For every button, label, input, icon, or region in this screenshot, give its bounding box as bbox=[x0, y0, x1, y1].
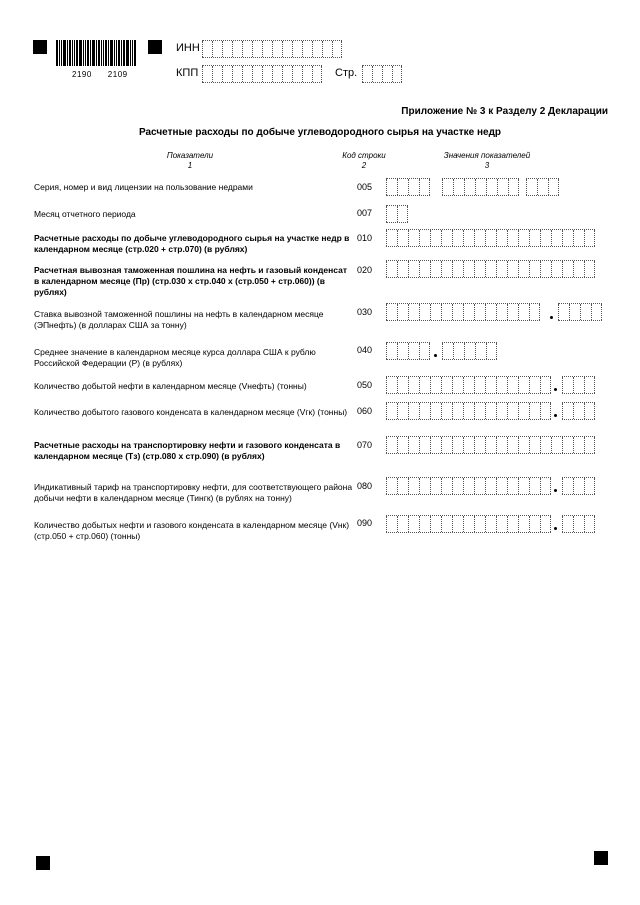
row-label-030: Ставка вывозной таможенной пошлины на нефть в календарном месяце (ЭПнефть) (в долларах США за тонну) bbox=[34, 309, 324, 330]
column-header-2 bbox=[334, 151, 394, 171]
inn-cells[interactable] bbox=[202, 40, 342, 58]
row-code-005: 005 bbox=[357, 182, 373, 192]
row-010-value-cells[interactable] bbox=[386, 229, 595, 247]
row-080-integer-cells[interactable] bbox=[386, 477, 551, 495]
row-060-integer-cells[interactable] bbox=[386, 402, 551, 420]
row-code-030: 030 bbox=[357, 307, 373, 317]
row-label-080: Индикативный тариф на транспортировку нефти, для соответствующего района добычи нефти в календарном месяце (Тингк) (в рублях на тонну) bbox=[34, 482, 353, 503]
row-label-060: Количество добытого газового конденсата в календарном месяце (Vгк) (тонны) bbox=[34, 407, 348, 417]
registration-marker-bottom-left bbox=[36, 856, 50, 870]
column-header-1-number: 1 bbox=[187, 161, 193, 170]
row-label-007: Месяц отчетного периода bbox=[34, 209, 136, 219]
row-080-fraction-cells[interactable] bbox=[562, 477, 595, 495]
registration-marker-bottom-right bbox=[594, 851, 608, 865]
kpp-cells[interactable] bbox=[202, 65, 322, 83]
decimal-point-080 bbox=[554, 489, 557, 492]
decimal-point-060 bbox=[554, 414, 557, 417]
inn-label: ИНН bbox=[176, 42, 200, 54]
license-series-cells[interactable] bbox=[386, 178, 430, 196]
barcode-number-2: 2109 bbox=[107, 70, 128, 79]
barcode-numbers bbox=[72, 70, 144, 79]
row-030-integer-cells[interactable] bbox=[386, 303, 540, 321]
row-code-080: 080 bbox=[357, 481, 373, 491]
row-label-010: Расчетные расходы по добыче углеводородного сырья на участке недр в календарном месяце (стр.020 + стр.070) (в рублях) bbox=[34, 233, 350, 254]
row-label-005: Серия, номер и вид лицензии на пользование недрами bbox=[34, 182, 253, 192]
row-020-value-cells[interactable] bbox=[386, 260, 595, 278]
decimal-point-050 bbox=[554, 388, 557, 391]
kpp-label: КПП bbox=[176, 67, 199, 79]
row-code-060: 060 bbox=[357, 406, 373, 416]
row-code-040: 040 bbox=[357, 345, 373, 355]
barcode bbox=[56, 40, 138, 66]
page-cells[interactable] bbox=[362, 65, 402, 83]
appendix-heading: Приложение № 3 к Разделу 2 Декларации bbox=[401, 106, 608, 117]
row-code-070: 070 bbox=[357, 440, 373, 450]
row-code-010: 010 bbox=[357, 233, 373, 243]
column-header-2-label: Код строки bbox=[342, 151, 386, 160]
decimal-point-090 bbox=[554, 527, 557, 530]
row-060-fraction-cells[interactable] bbox=[562, 402, 595, 420]
registration-marker-top-right bbox=[148, 40, 162, 54]
column-header-3-label: Значения показателей bbox=[443, 151, 531, 160]
row-090-integer-cells[interactable] bbox=[386, 515, 551, 533]
row-050-fraction-cells[interactable] bbox=[562, 376, 595, 394]
page-label: Стр. bbox=[335, 67, 358, 79]
license-type-cells[interactable] bbox=[526, 178, 559, 196]
column-header-1 bbox=[150, 151, 230, 171]
column-header-3-number: 3 bbox=[484, 161, 490, 170]
row-090-fraction-cells[interactable] bbox=[562, 515, 595, 533]
row-040-integer-cells[interactable] bbox=[386, 342, 430, 360]
barcode-number-1: 2190 bbox=[72, 70, 92, 79]
form-title: Расчетные расходы по добыче углеводородного сырья на участке недр bbox=[138, 127, 502, 138]
row-040-fraction-cells[interactable] bbox=[442, 342, 497, 360]
column-header-3 bbox=[432, 151, 542, 171]
row-code-020: 020 bbox=[357, 265, 373, 275]
column-header-2-number: 2 bbox=[361, 161, 367, 170]
license-number-cells[interactable] bbox=[442, 178, 519, 196]
row-label-070: Расчетные расходы на транспортировку нефти и газового конденсата в календарном месяце (Тз) (стр.080 х стр.090) (в рублях) bbox=[34, 440, 341, 461]
row-label-020: Расчетная вывозная таможенная пошлина на нефть и газовый конденсат в календарном месяце (Пр) (стр.030 х стр.040 х (стр.050 + стр.060)) (в рублях) bbox=[34, 265, 347, 297]
row-030-fraction-cells[interactable] bbox=[558, 303, 602, 321]
month-cells[interactable] bbox=[386, 205, 408, 223]
row-070-value-cells[interactable] bbox=[386, 436, 595, 454]
decimal-point-030 bbox=[550, 316, 553, 319]
row-label-090: Количество добытых нефти и газового конденсата в календарном месяце (Vнк) (стр.050 + стр.060) (тонны) bbox=[34, 520, 350, 541]
registration-marker-top-left bbox=[33, 40, 47, 54]
row-label-050: Количество добытой нефти в календарном месяце (Vнефть) (тонны) bbox=[34, 381, 307, 391]
row-label-040: Среднее значение в календарном месяце курса доллара США к рублю Российской Федерации (Р) (в рублях) bbox=[34, 347, 316, 368]
row-code-050: 050 bbox=[357, 380, 373, 390]
column-header-1-label: Показатели bbox=[166, 151, 214, 160]
row-050-integer-cells[interactable] bbox=[386, 376, 551, 394]
row-code-090: 090 bbox=[357, 518, 373, 528]
row-code-007: 007 bbox=[357, 208, 373, 218]
decimal-point-040 bbox=[434, 354, 437, 357]
